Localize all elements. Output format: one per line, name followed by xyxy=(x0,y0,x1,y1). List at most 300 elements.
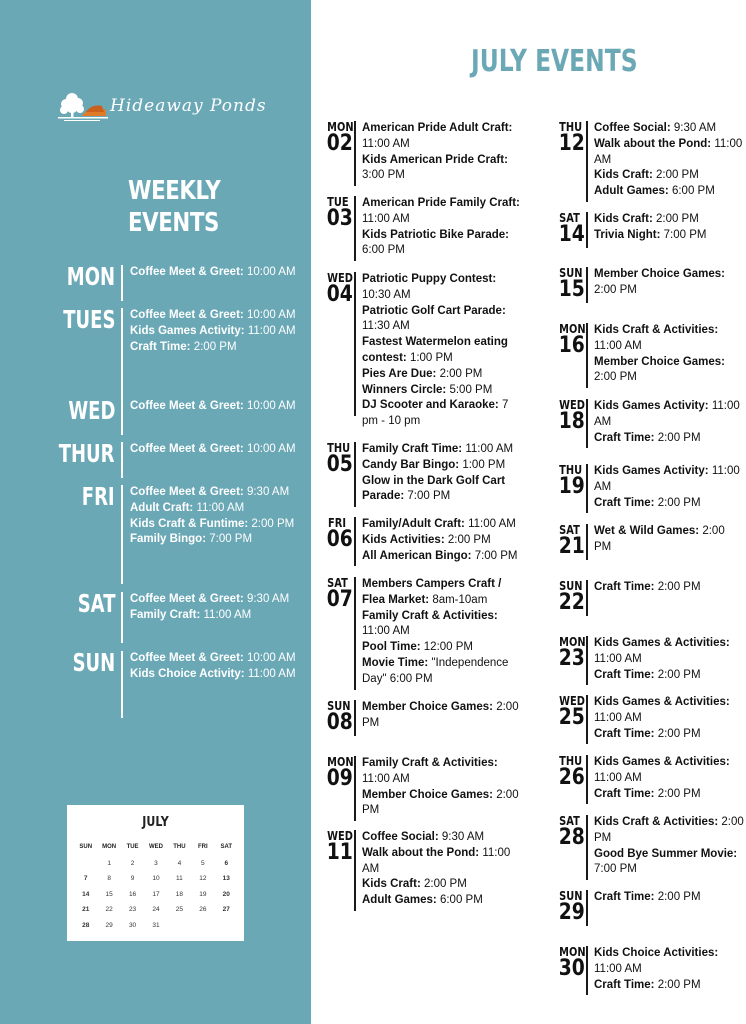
event-time: 9:30 AM xyxy=(246,486,290,498)
event-item xyxy=(594,636,744,668)
event-item xyxy=(362,877,522,893)
event-list xyxy=(362,756,522,819)
calendar-day xyxy=(74,856,97,872)
sidebar xyxy=(0,0,311,1024)
event-item xyxy=(362,228,522,260)
event-list xyxy=(594,890,744,906)
weekly-event xyxy=(130,501,308,517)
event-list xyxy=(594,815,744,878)
divider-bar xyxy=(586,946,588,995)
event-date: 07 xyxy=(326,587,353,612)
event-time: 2:00 PM xyxy=(447,533,491,546)
divider-bar xyxy=(586,212,588,248)
event-name: DJ Scooter and Karaoke: xyxy=(362,399,499,412)
weekly-event xyxy=(130,399,308,415)
event-name: Member Choice Games: xyxy=(362,788,494,801)
event-item xyxy=(362,304,522,336)
event-list xyxy=(594,464,744,511)
event-weekday: FRI xyxy=(328,516,346,530)
event-name: Coffee Meet & Greet: xyxy=(130,266,244,278)
event-name: Coffee Meet & Greet: xyxy=(130,309,244,321)
event-time: 1:00 PM xyxy=(409,351,453,364)
event-time: "Independence Day" 6:00 PM xyxy=(362,656,509,685)
event-time: 2:00 PM xyxy=(362,701,519,729)
event-time: 6:00 PM xyxy=(671,185,715,198)
event-time: 2:00 PM xyxy=(362,788,519,817)
event-date: 14 xyxy=(558,222,585,247)
event-time: 12:00 PM xyxy=(423,641,474,654)
event-name: Kids American Pride Craft: xyxy=(362,153,508,166)
event-date: 19 xyxy=(558,474,585,499)
event-time: 10:30 AM xyxy=(362,288,411,301)
event-name: Kids Craft & Funtime: xyxy=(130,517,249,530)
event-item xyxy=(594,184,744,200)
divider-bar xyxy=(354,442,356,507)
event-name: Pool Time: xyxy=(362,641,421,654)
divider-bar xyxy=(354,577,356,690)
event-time: 11:00 AM xyxy=(594,400,740,428)
weekly-event-list xyxy=(130,442,308,458)
event-item xyxy=(594,431,744,447)
event-name: Member Choice Games: xyxy=(594,268,726,280)
event-item xyxy=(362,398,522,430)
event-list xyxy=(594,524,744,556)
event-time: 10:00 AM xyxy=(246,652,296,664)
event-time: 7:00 PM xyxy=(594,863,637,876)
divider-bar xyxy=(354,196,356,261)
event-name: Kids Games Activity: xyxy=(130,324,245,337)
event-time: 11:30 AM xyxy=(362,320,410,333)
event-name: American Pride Family Craft: xyxy=(362,197,520,209)
event-date: 16 xyxy=(558,333,585,358)
weekly-day-label: TUES xyxy=(62,305,115,334)
event-time: 11:00 AM xyxy=(594,339,642,352)
event-time: 9:30 AM xyxy=(246,593,290,605)
event-date: 12 xyxy=(558,131,585,156)
event-weekday: TUE xyxy=(327,195,349,209)
event-name: Craft Time: xyxy=(594,496,655,509)
event-date: 21 xyxy=(558,534,585,559)
event-item xyxy=(594,668,744,684)
event-item xyxy=(362,577,522,609)
event-list xyxy=(594,636,744,683)
event-item xyxy=(362,517,522,533)
divider-bar xyxy=(586,636,588,685)
event-time: 2:00 PM xyxy=(655,169,699,182)
event-time: 2:00 PM xyxy=(657,787,701,800)
event-time: 6:00 PM xyxy=(362,244,405,257)
event-item xyxy=(362,756,522,788)
event-weekday: WED xyxy=(327,829,353,843)
event-item xyxy=(362,196,522,228)
event-item xyxy=(362,788,522,820)
event-time: 10:00 AM xyxy=(246,443,296,455)
event-time: 11:00 AM xyxy=(247,324,296,337)
event-time: 11:00 AM xyxy=(196,501,245,514)
event-item xyxy=(594,355,744,387)
event-list xyxy=(362,272,522,430)
event-weekday: SAT xyxy=(559,523,580,537)
event-time: 11:00 AM xyxy=(362,846,511,875)
event-name: Candy Bar Bingo: xyxy=(362,458,460,471)
event-date: 15 xyxy=(558,277,585,302)
calendar-grid xyxy=(74,840,238,933)
event-name: Kids Choice Activities: xyxy=(594,947,719,959)
tree-sunset-logo-icon xyxy=(56,88,110,128)
event-item xyxy=(362,272,522,304)
calendar-day: 18 xyxy=(175,890,184,898)
calendar-day: 14 xyxy=(82,890,90,898)
event-time: 7:00 PM xyxy=(407,490,451,503)
weekly-day-label: SAT xyxy=(77,589,115,618)
event-item xyxy=(594,168,744,184)
event-name: Craft Time: xyxy=(594,787,655,800)
calendar-day: 2 xyxy=(130,859,135,867)
event-time: 7:00 PM xyxy=(209,533,253,546)
divider-bar xyxy=(354,121,356,186)
event-time: 3:00 PM xyxy=(362,169,405,182)
event-name: Good Bye Summer Movie: xyxy=(594,847,738,860)
event-list xyxy=(594,695,744,742)
event-date: 25 xyxy=(558,705,585,730)
event-name: Coffee Meet & Greet: xyxy=(130,652,244,664)
event-item xyxy=(594,464,744,496)
event-weekday: SUN xyxy=(327,699,351,713)
event-list xyxy=(594,323,744,386)
event-name: Coffee Meet & Greet: xyxy=(130,443,244,455)
event-name: Family/Adult Craft: xyxy=(362,518,465,530)
logo xyxy=(56,88,266,132)
calendar-weekday: MON xyxy=(102,844,117,850)
calendar-day xyxy=(168,918,191,934)
event-weekday: THU xyxy=(327,441,351,455)
event-time: 5:00 PM xyxy=(449,383,493,396)
calendar-day: 1 xyxy=(107,859,111,867)
weekly-day-label: MON xyxy=(66,262,115,291)
calendar-day: 3 xyxy=(154,859,158,867)
event-name: Family Craft Time: xyxy=(362,443,463,455)
calendar-day: 25 xyxy=(175,906,184,913)
calendar-day: 16 xyxy=(128,890,137,898)
event-name: Adult Craft: xyxy=(130,501,194,514)
event-date: 09 xyxy=(326,766,353,791)
event-time: 2:00 PM xyxy=(439,367,483,380)
calendar-day: 30 xyxy=(128,921,137,929)
event-name: Coffee Meet & Greet: xyxy=(130,486,244,498)
event-name: Adult Games: xyxy=(594,185,669,198)
event-item xyxy=(594,212,744,228)
event-name: Patriotic Puppy Contest: xyxy=(362,273,497,285)
event-name: Glow in the Dark Golf Cart Parade: xyxy=(362,474,506,503)
event-list xyxy=(594,121,744,200)
event-time: 11:00 AM xyxy=(594,137,743,166)
weekly-day-label: SUN xyxy=(72,648,115,677)
event-name: Craft Time: xyxy=(594,891,655,903)
calendar-day: 27 xyxy=(222,906,230,913)
event-weekday: MON xyxy=(559,945,586,959)
event-time: 2:00 PM xyxy=(657,496,701,509)
calendar-day: 11 xyxy=(176,875,183,882)
event-time: 11:00 AM xyxy=(594,652,642,665)
calendar-day: 17 xyxy=(152,890,160,898)
event-name: Walk about the Pond: xyxy=(594,137,712,150)
event-name: Members Campers Craft / Flea Market: xyxy=(362,578,502,606)
event-time: 11:00 AM xyxy=(362,625,410,638)
event-item xyxy=(594,978,744,994)
divider-bar xyxy=(354,700,356,736)
event-item xyxy=(594,815,744,847)
event-item xyxy=(362,609,522,641)
calendar-day: 29 xyxy=(105,921,113,929)
event-name: Pies Are Due: xyxy=(362,367,437,380)
event-date: 18 xyxy=(558,409,585,434)
calendar-day xyxy=(215,918,238,934)
weekly-event xyxy=(130,651,308,667)
calendar-day: 13 xyxy=(222,875,230,882)
weekly-event-list xyxy=(130,399,308,415)
divider-bar xyxy=(354,756,356,821)
event-item xyxy=(594,399,744,431)
event-list xyxy=(362,830,522,909)
calendar-weekday: THU xyxy=(173,844,186,850)
event-date: 11 xyxy=(326,840,353,865)
july-events-title: JULY EVENTS xyxy=(471,44,638,79)
event-time: 11:00 AM xyxy=(203,608,252,621)
event-item xyxy=(594,228,744,244)
event-name: Coffee Social: xyxy=(362,831,439,843)
event-name: Winners Circle: xyxy=(362,383,447,396)
event-weekday: MON xyxy=(559,635,586,649)
event-name: Kids Games & Activities: xyxy=(594,756,730,768)
event-date: 22 xyxy=(558,590,585,615)
event-name: Family Bingo: xyxy=(130,533,207,546)
event-time: 2:00 PM xyxy=(657,978,701,991)
event-list xyxy=(362,196,522,259)
event-time: 11:00 AM xyxy=(594,771,642,784)
event-name: Movie Time: xyxy=(362,656,429,669)
event-name: Member Choice Games: xyxy=(362,701,494,713)
event-time: 11:00 AM xyxy=(362,212,410,225)
calendar-day: 10 xyxy=(152,875,160,882)
event-date: 26 xyxy=(558,765,585,790)
event-name: Walk about the Pond: xyxy=(362,846,480,859)
event-name: Adult Games: xyxy=(362,894,437,907)
event-name: All American Bingo: xyxy=(362,549,472,562)
weekly-day-label: FRI xyxy=(82,482,115,511)
calendar-day: 8 xyxy=(107,875,111,882)
event-name: Trivia Night: xyxy=(594,228,661,241)
event-name: Craft Time: xyxy=(594,727,655,740)
event-item xyxy=(594,121,744,137)
event-date: 04 xyxy=(326,282,353,307)
event-item xyxy=(594,496,744,512)
event-weekday: SAT xyxy=(559,814,580,828)
event-date: 05 xyxy=(326,452,353,477)
event-name: Fastest Watermelon eating contest: xyxy=(362,336,508,364)
event-time: 7:00 PM xyxy=(663,228,707,241)
event-name: Kids Craft & Activities: xyxy=(594,816,719,828)
event-name: Craft Time: xyxy=(594,431,655,444)
weekly-day-label: WED xyxy=(67,396,115,425)
event-name: Kids Games Activity: xyxy=(594,465,709,477)
event-time: 7:00 PM xyxy=(474,549,518,562)
calendar-day: 4 xyxy=(177,859,182,867)
event-item xyxy=(362,533,522,549)
divider-bar xyxy=(586,695,588,744)
event-list xyxy=(594,267,744,299)
event-name: Member Choice Games: xyxy=(594,355,726,368)
calendar-day: 15 xyxy=(105,890,113,898)
calendar-day: 23 xyxy=(128,906,137,913)
weekly-event xyxy=(130,592,308,608)
divider-bar xyxy=(586,890,588,926)
event-name: Coffee Social: xyxy=(594,122,671,134)
event-weekday: MON xyxy=(327,120,354,134)
event-name: Kids Patriotic Bike Parade: xyxy=(362,228,509,241)
weekly-event xyxy=(130,442,308,458)
calendar-weekday: SAT xyxy=(220,844,233,850)
event-item xyxy=(362,474,522,506)
calendar-day xyxy=(191,918,214,934)
calendar-day: 5 xyxy=(201,859,205,867)
event-name: Kids Craft: xyxy=(362,878,421,891)
event-list xyxy=(362,577,522,688)
calendar-day: 21 xyxy=(82,906,90,913)
calendar-day: 7 xyxy=(83,875,88,882)
calendar-day: 9 xyxy=(130,875,135,882)
event-item xyxy=(594,267,744,299)
divider-bar xyxy=(121,265,123,301)
event-list xyxy=(594,580,744,596)
event-list xyxy=(594,399,744,446)
event-time: 2:00 PM xyxy=(657,727,701,740)
event-item xyxy=(594,727,744,743)
event-item xyxy=(594,847,744,879)
calendar-weekday: WED xyxy=(148,844,163,850)
divider-bar xyxy=(586,755,588,804)
divider-bar xyxy=(586,464,588,513)
event-item xyxy=(362,846,522,878)
mini-calendar xyxy=(67,805,244,941)
weekly-event xyxy=(130,532,308,548)
event-item xyxy=(362,335,522,367)
divider-bar xyxy=(586,323,588,388)
calendar-weekday: SUN xyxy=(79,844,93,850)
event-name: Family Craft: xyxy=(130,608,201,621)
event-weekday: THU xyxy=(559,120,583,134)
weekly-event-list xyxy=(130,651,308,683)
event-time: 2:00 PM xyxy=(423,878,467,891)
divider-bar xyxy=(354,830,356,911)
event-item xyxy=(362,700,522,732)
event-time: 2:00 PM xyxy=(594,371,637,384)
event-weekday: WED xyxy=(327,271,353,285)
event-name: Kids Choice Activity: xyxy=(130,667,245,680)
event-name: Coffee Meet & Greet: xyxy=(130,593,244,605)
event-time: 1:00 PM xyxy=(462,458,506,471)
event-name: Kids Craft & Activities: xyxy=(594,324,719,336)
event-name: Kids Games Activity: xyxy=(594,400,709,412)
event-item xyxy=(594,524,744,556)
event-time: 10:00 AM xyxy=(246,400,296,412)
event-weekday: MON xyxy=(327,755,354,769)
event-date: 28 xyxy=(558,825,585,850)
event-date: 23 xyxy=(558,646,585,671)
event-name: Patriotic Golf Cart Parade: xyxy=(362,304,506,317)
event-name: Kids Craft: xyxy=(594,213,653,225)
calendar-day: 31 xyxy=(152,921,160,929)
event-time: 6:00 PM xyxy=(439,894,483,907)
event-time: 2:00 PM xyxy=(657,891,701,903)
event-time: 2:00 PM xyxy=(657,431,701,444)
divider-bar xyxy=(586,399,588,448)
event-item xyxy=(362,458,522,474)
event-name: Kids Games & Activities: xyxy=(594,637,730,649)
event-weekday: SUN xyxy=(559,889,583,903)
event-time: 11:00 AM xyxy=(468,518,516,530)
event-item xyxy=(594,323,744,355)
weekly-event-list xyxy=(130,592,308,624)
event-item xyxy=(594,890,744,906)
calendar-day: 12 xyxy=(199,875,207,882)
event-weekday: MON xyxy=(559,322,586,336)
event-time: 2:00 PM xyxy=(657,668,701,681)
event-weekday: THU xyxy=(559,754,583,768)
event-name: Wet & Wild Games: xyxy=(594,525,700,537)
event-weekday: SUN xyxy=(559,266,583,280)
weekly-event xyxy=(130,485,308,501)
event-name: Kids Games & Activities: xyxy=(594,696,730,708)
divider-bar xyxy=(586,267,588,303)
event-list xyxy=(362,517,522,564)
event-time: 11:00 AM xyxy=(594,962,642,975)
event-time: 2:00 PM xyxy=(594,816,744,844)
event-list xyxy=(362,121,522,184)
event-weekday: SUN xyxy=(559,579,583,593)
divider-bar xyxy=(586,815,588,880)
event-time: 8am-10am xyxy=(432,593,488,606)
event-item xyxy=(594,755,744,787)
event-item xyxy=(362,893,522,909)
event-item xyxy=(594,580,744,596)
event-name: Craft Time: xyxy=(594,581,655,593)
event-date: 29 xyxy=(558,900,585,925)
event-item xyxy=(362,121,522,153)
weekly-events-title: WEEKLY EVENTS xyxy=(128,176,221,238)
divider-bar xyxy=(354,517,356,566)
calendar-day: 28 xyxy=(82,921,90,929)
event-time: 10:00 AM xyxy=(246,309,296,321)
calendar-day: 19 xyxy=(199,890,207,898)
event-date: 08 xyxy=(326,710,353,735)
event-name: Coffee Meet & Greet: xyxy=(130,400,244,412)
event-time: 2:00 PM xyxy=(251,517,295,530)
event-item xyxy=(362,656,522,688)
event-date: 03 xyxy=(326,206,353,231)
event-name: Family Craft & Activities: xyxy=(362,609,498,622)
divider-bar xyxy=(121,485,123,584)
event-name: American Pride Adult Craft: xyxy=(362,122,513,134)
event-name: Craft Time: xyxy=(594,978,655,991)
weekly-day-label: THUR xyxy=(59,439,115,468)
event-item xyxy=(362,830,522,846)
event-list xyxy=(362,442,522,505)
event-time: 7 pm - 10 pm xyxy=(362,399,509,428)
divider-bar xyxy=(121,442,123,478)
weekly-event xyxy=(130,340,308,356)
divider-bar xyxy=(586,580,588,616)
divider-bar xyxy=(121,399,123,435)
